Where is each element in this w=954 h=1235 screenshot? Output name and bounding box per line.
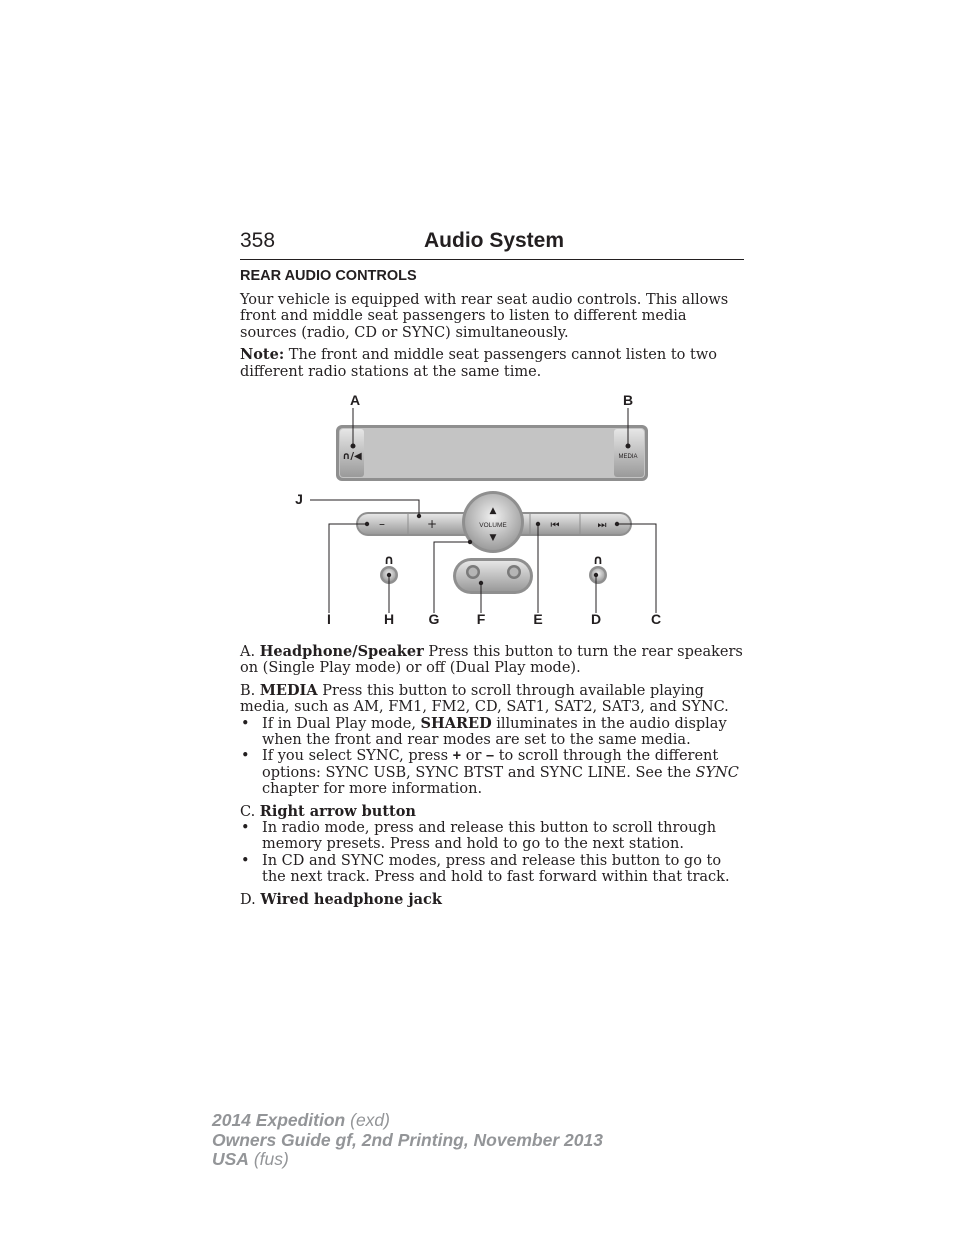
item-c-prefix: C. bbox=[240, 803, 260, 820]
callout-label-a: A bbox=[349, 392, 361, 408]
bullet-text: If you select SYNC, press bbox=[262, 748, 453, 765]
item-b-bullet-1 bbox=[240, 716, 745, 749]
callout-label-i: I bbox=[327, 611, 331, 627]
callout-label-e: E bbox=[533, 611, 543, 627]
item-b-bullet-2 bbox=[240, 748, 745, 797]
bullet-text: If in Dual Play mode, bbox=[262, 715, 421, 732]
seek-forward-icon: ⏭ bbox=[597, 520, 607, 531]
volume-down-icon: ▼ bbox=[489, 533, 497, 543]
bullet-text: In CD and SYNC modes, press and release this button to go to the next track. Press and hold to fast forward within that track. bbox=[262, 852, 730, 886]
intro-text: Your vehicle is equipped with rear seat audio controls. This allows front and middle seat passengers to listen to different media sources (radio, CD or SYNC) simultaneously. bbox=[240, 292, 729, 341]
callout-label-c: C bbox=[650, 611, 662, 627]
item-d bbox=[240, 892, 745, 908]
plus-icon: + bbox=[426, 517, 438, 531]
sync-chapter-reference: SYNC bbox=[695, 764, 739, 781]
media-button bbox=[614, 429, 644, 477]
bullet-icon: • bbox=[241, 748, 250, 765]
minus-symbol: – bbox=[486, 748, 495, 765]
footer bbox=[212, 1111, 603, 1170]
item-d-prefix: D. bbox=[240, 891, 261, 908]
volume-up-icon: ▲ bbox=[489, 506, 497, 516]
bullet-text: or bbox=[461, 748, 487, 765]
footer-line-1 bbox=[212, 1111, 603, 1131]
note-paragraph bbox=[240, 347, 745, 380]
callout-label-f: F bbox=[476, 611, 486, 627]
bullet-icon: • bbox=[241, 820, 250, 837]
item-b-title: MEDIA bbox=[259, 681, 318, 699]
item-b-text: Press this button to scroll through available playing media, such as AM, FM1, FM2, CD, SAT1, SAT2, SAT3, and SYNC. bbox=[240, 682, 729, 716]
item-c-title: Right arrow button bbox=[259, 802, 416, 820]
media-button-label: MEDIA bbox=[618, 454, 638, 460]
bullet-icon: • bbox=[241, 852, 250, 869]
bullet-text: In radio mode, press and release this button to scroll through memory presets. Press and hold to go to the next station. bbox=[262, 820, 717, 853]
callout-label-h: H bbox=[383, 611, 395, 627]
headphone-speaker-icon: ∩/◀ bbox=[342, 451, 362, 462]
footer-market-code: (fus) bbox=[248, 1149, 289, 1169]
item-c bbox=[240, 804, 745, 820]
jack-socket-right-inner bbox=[510, 568, 519, 577]
callout-label-g: G bbox=[428, 611, 440, 627]
seek-back-icon: ⏮ bbox=[550, 520, 560, 531]
bullet-text: to scroll through the different options: SYNC USB, SYNC BTST and SYNC LINE. See the bbox=[262, 748, 719, 781]
footer-line-2: Owners Guide gf, 2nd Printing, November 2013 bbox=[212, 1129, 603, 1150]
item-a-title: Headphone/Speaker bbox=[259, 643, 424, 660]
volume-label: VOLUME bbox=[479, 522, 507, 529]
callout-label-d: D bbox=[590, 611, 602, 627]
item-c-bullet-1 bbox=[240, 820, 745, 853]
jack-socket-left-inner bbox=[469, 568, 478, 577]
footer-model-code: (exd) bbox=[345, 1110, 390, 1130]
page-number: 358 bbox=[240, 229, 276, 252]
item-a-prefix: A. bbox=[240, 644, 260, 660]
footer-line-3 bbox=[212, 1150, 603, 1170]
callout-label-j: J bbox=[295, 491, 303, 507]
item-b-prefix: B. bbox=[240, 682, 260, 699]
shared-label: SHARED bbox=[420, 714, 492, 732]
note-label: Note: bbox=[240, 346, 285, 364]
item-a bbox=[240, 644, 745, 677]
callout-label-b: B bbox=[622, 392, 634, 408]
bullet-text: illuminates in the audio display when the front and rear modes are set to the same media. bbox=[262, 715, 727, 749]
plus-symbol: + bbox=[452, 748, 462, 765]
bullet-icon: • bbox=[241, 715, 250, 732]
item-a-text: Press this button to turn the rear speakers on (Single Play mode) or off (Dual Play mode). bbox=[240, 644, 743, 677]
footer-model: 2014 Expedition bbox=[212, 1110, 346, 1130]
rear-audio-controls-figure bbox=[290, 388, 690, 628]
headphone-icon: ∩ bbox=[592, 553, 604, 568]
chapter-title: Audio System bbox=[424, 229, 565, 252]
note-text: The front and middle seat passengers cannot listen to two different radio stations at the same time. bbox=[240, 347, 717, 380]
item-c-bullet-2 bbox=[240, 853, 745, 886]
header-rule bbox=[240, 259, 744, 260]
item-d-title: Wired headphone jack bbox=[260, 890, 442, 908]
item-b bbox=[240, 683, 745, 716]
display-panel bbox=[339, 428, 645, 478]
footer-market: USA bbox=[212, 1149, 249, 1169]
headphone-icon: ∩ bbox=[383, 553, 395, 568]
rear-audio-controls-diagram bbox=[290, 388, 690, 628]
intro-paragraph bbox=[240, 292, 745, 380]
bullet-text: chapter for more information. bbox=[262, 781, 483, 798]
item-list bbox=[240, 644, 745, 908]
minus-icon: – bbox=[379, 517, 385, 531]
section-heading: REAR AUDIO CONTROLS bbox=[240, 268, 417, 284]
